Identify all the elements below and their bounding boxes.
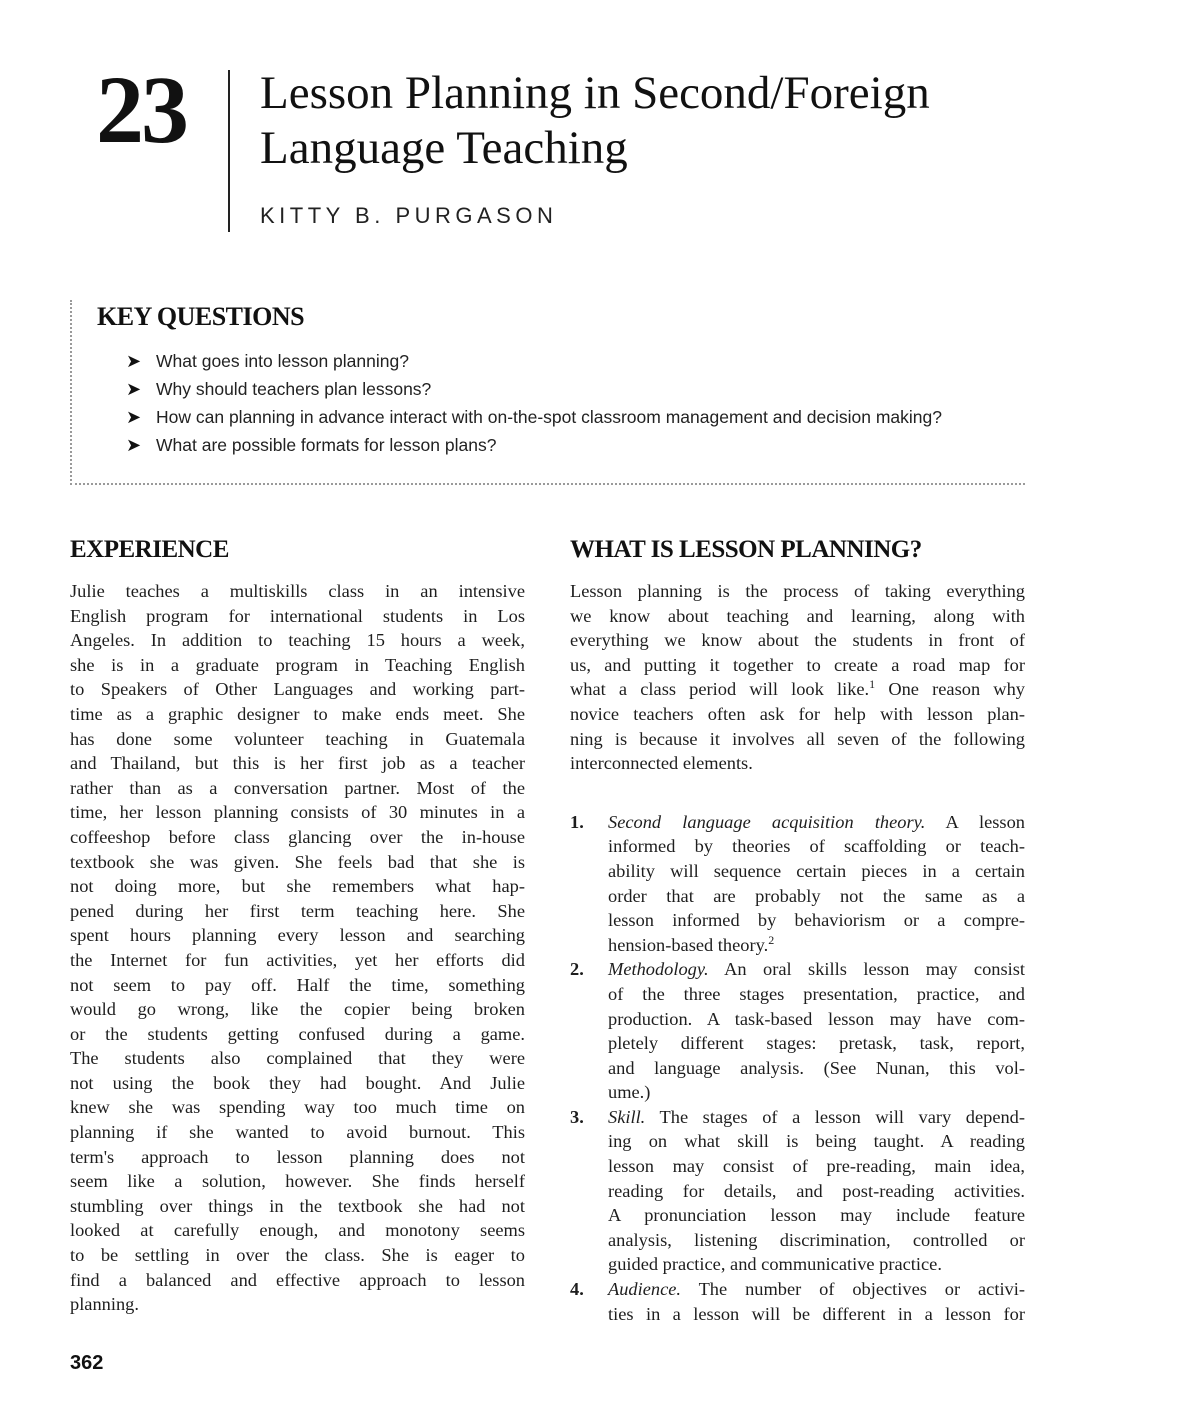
key-questions-list [126,347,942,459]
arrowhead-bullet-icon: ➤ [126,407,142,427]
chapter-header [96,56,1106,237]
elements-list [570,810,1025,1326]
what-is-heading: WHAT IS LESSON PLANNING? [570,536,922,563]
header-divider [228,70,230,232]
chapter-title-line-2: Language Teaching [260,122,628,174]
what-is-lesson-planning-section [570,535,1025,1326]
arrowhead-bullet-icon: ➤ [126,351,142,371]
footnote-ref: 2 [768,932,775,947]
key-question-item: ➤ What goes into lesson planning? [126,347,942,375]
what-is-intro-paragraph: Lesson planning is the process of taking everything we know about teaching and learning, along with everything we know about the students in front of us, and putting it together to create a road map for what a class period will look like.$^1$ One reason why novice teachers often ask for help with lesson plan- ning is because it involves all seven of the following interconnected elements. [570,581,1025,774]
key-question-item: ➤ How can planning in advance interact with on-the-spot classroom management and decision making? [126,403,942,431]
key-questions-box [70,300,1025,485]
footnote-ref: 1 [869,677,876,692]
arrowhead-bullet-icon: ➤ [126,379,142,399]
key-question-item: ➤ What are possible formats for lesson plans? [126,431,942,459]
page-number: 362 [70,1352,104,1374]
chapter-title-line-1: Lesson Planning in Second/Foreign [260,67,930,119]
experience-section [70,535,525,1317]
arrowhead-bullet-icon: ➤ [126,435,142,455]
experience-paragraph: Julie teaches a multiskills class in an intensive English program for international students in Los Angeles. In addition to teaching 15 hours a week, she is in a graduate program in Teaching English to Speakers of Other Languages and working part- time as a graphic designer to make ends meet. She has done some volunteer teaching in Guatemala and Thailand, but this is her first job as a teacher rather than as a conversation partner. Most of the time, her lesson planning consists of 30 minutes in a coffeeshop before class glancing over the in-house textbook she was given. She feels bad that she is not doing more, but she remembers what hap- pened during her first term teaching here. She spent hours planning every lesson and searching the Internet for fun activities, yet her efforts did not seem to pay off. Half the time, something would go wrong, like the copier being broken or the students getting confused during a game. The students also complained that they were not using the book they had bought. And Julie knew she was spending way too much time on planning if she wanted to avoid burnout. This term's approach to lesson planning does not seem like a solution, however. She finds herself stumbling over things in the textbook she had not looked at carefully enough, and monotony seems to be settling in over the class. She is eager to find a balanced and effective approach to lesson planning. [70,581,525,1315]
list-item: 1. Second language acquisition theory. A lesson informed by theories of scaffolding or teach- ability will sequence certain pieces in a certain order that are probably not the same as a lesson informed by behaviorism or a compre- hension-based theory.$^2$ [570,811,1025,955]
list-item: 3. Skill. The stages of a lesson will vary depend- ing on what skill is being taught. A reading lesson may consist of pre-reading, main idea, reading for details, and post-reading activities. A pronunciation lesson may include feature analysis, listening discrimination, controlled or guided practice, and communicative practice. [570,1106,1025,1275]
chapter-title [260,66,930,176]
chapter-number: 23 [96,56,186,163]
key-question-item: ➤ Why should teachers plan lessons? [126,375,942,403]
key-questions-heading: KEY QUESTIONS [97,302,305,331]
list-item: 4. Audience. The number of objectives or activi- ties in a lesson will be different in a lesson for [570,1279,1025,1324]
author-name: KITTY B. PURGASON [260,203,558,228]
experience-heading: EXPERIENCE [70,536,229,563]
list-item: 2. Methodology. An oral skills lesson may consist of the three stages presentation, practice, and production. A task-based lesson may have com- pletely different stages: pretask, task, report, and language analysis. (See Nunan, this vol- ume.) [570,959,1025,1103]
